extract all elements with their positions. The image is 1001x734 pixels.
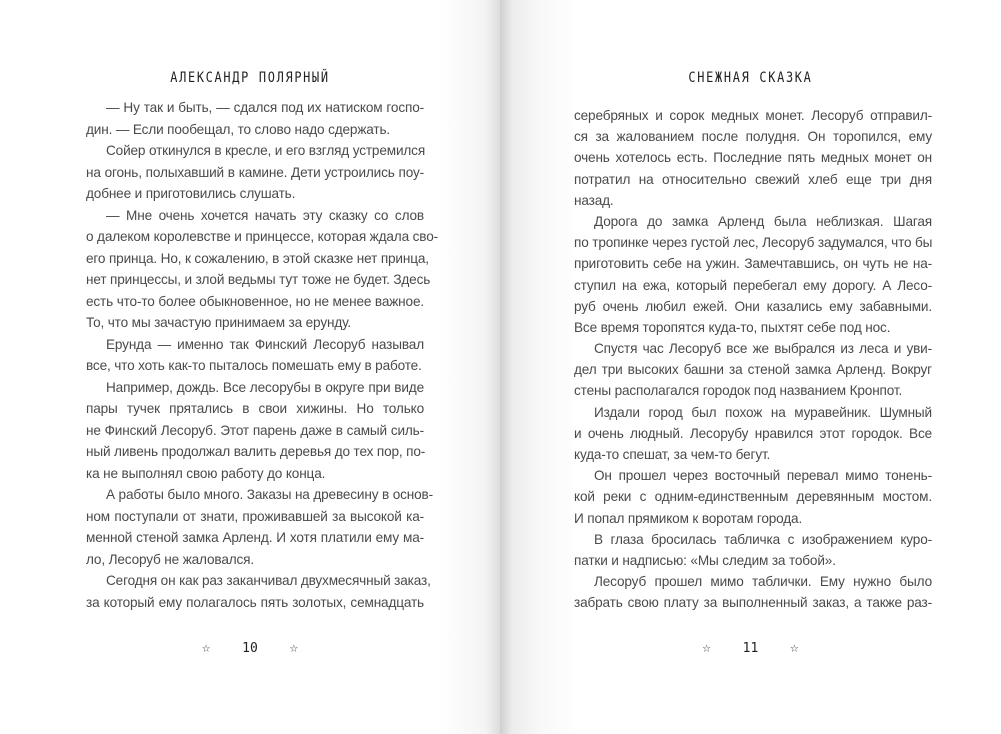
text-line: все, что хоть как-то пыталось помешать ему в работе. <box>86 358 422 373</box>
text-line: Издали город был похож на муравейник. Шумный <box>594 404 932 420</box>
text-line: пары тучек прятались в свои хижины. Но только <box>86 401 424 416</box>
page-number-footer <box>0 640 500 656</box>
left-page <box>0 0 500 734</box>
text-line: ном поступали от знати, проживавшей за высокой ка- <box>86 508 424 524</box>
text-line: ка не выполнял свою работу до конца. <box>86 465 326 481</box>
text-line: И попал прямиком к воротам города. <box>574 510 803 526</box>
text-line: Спустя час Лесоруб все же выбрался из леса и уви- <box>594 341 932 357</box>
text-line: Все время торопятся куда-то, пыхтят себе под нос. <box>574 319 891 335</box>
text-line: патки и надписью: «Мы следим за тобой». <box>574 552 836 568</box>
running-header-author: АЛЕКСАНДР ПОЛЯРНЫЙ <box>170 70 330 86</box>
page-number-footer <box>500 640 1001 656</box>
text-line: Сегодня он как раз заканчивал двухмесячный заказ, <box>106 573 431 588</box>
star-ornament-icon: ☆ <box>790 640 799 656</box>
text-line: есть что-то более обыкновенное, но не менее важное. <box>86 293 424 309</box>
text-line: добнее и приготовились слушать. <box>86 186 296 201</box>
text-line: А работы было много. Заказы на древесину в основ- <box>106 487 433 502</box>
star-ornament-icon: ☆ <box>201 640 211 656</box>
text-line: ступил на ежа, который перебегал ему дорогу. А Лесо- <box>574 277 932 293</box>
text-line: о далеком королевстве и принцессе, которая ждала сво- <box>86 229 438 244</box>
text-line: нет принцессы, и злой ведьмы тут тоже не будет. Здесь <box>86 272 431 287</box>
text-line: назад. <box>574 192 614 208</box>
text-line: за который ему полагалось пять золотых, семнадцать <box>86 594 424 610</box>
text-line: Он прошел через восточный перевал мимо тонень- <box>594 468 932 484</box>
text-line: Дорога до замка Арленд была неблизкая. Шагая <box>594 213 932 229</box>
text-line: кой реки с одним-единственным деревянным мостом. <box>574 489 932 505</box>
page-number: 10 <box>242 641 258 656</box>
star-ornament-icon: ☆ <box>289 640 299 656</box>
text-line: и очень людный. Лесорубу нравился этот городок. Все <box>574 425 932 441</box>
text-line: Например, дождь. Все лесорубы в округе при виде <box>106 379 424 395</box>
text-line: ся за жалованием после полудня. Он торопился, ему <box>574 129 932 145</box>
text-line: приготовить себе на ужин. Замечтавшись, он чуть не на- <box>574 256 932 272</box>
text-line: стены располагался городок под названием Кронпот. <box>574 383 903 399</box>
text-line: — Ну так и быть, — сдался под их натиском госпо- <box>106 100 424 115</box>
running-header-title: СНЕЖНАЯ СКАЗКА <box>688 70 813 86</box>
text-line: То, что мы зачастую принимаем за ерунду. <box>86 315 352 330</box>
text-line: Лесоруб прошел мимо таблички. Ему нужно было <box>594 574 932 590</box>
text-line: Ерунда — именно так Финский Лесоруб называл <box>106 336 424 352</box>
text-line: забрать свою плату за выполненный заказ, а также раз- <box>574 595 932 611</box>
text-line: В глаза бросилась табличка с изображением куро- <box>594 531 932 547</box>
text-line: дел три высоких башни за стеной замка Арленд. Вокруг <box>574 362 932 378</box>
text-line: по тропинке через густой лес, Лесоруб задумался, что бы <box>574 235 933 251</box>
text-line: ный ливень продолжал валить деревья до тех пор, по- <box>86 444 426 459</box>
text-line: очень хотелось есть. Последние пять медных монет он <box>574 150 932 166</box>
right-page <box>500 0 1001 734</box>
text-line: ло, Лесоруб не жаловался. <box>86 551 254 567</box>
text-line: потратил на относительно свежий хлеб еще три дня <box>574 171 932 187</box>
text-line: Сойер откинулся в кресле, и его взгляд устремился <box>106 143 426 158</box>
text-line: руб очень любил ежей. Они казались ему забавными. <box>574 298 932 314</box>
right-page-text <box>574 105 932 614</box>
page-number: 11 <box>742 641 759 656</box>
left-page-text <box>86 97 438 613</box>
text-line: менной стеной замка Арленд. И хотя платили ему ма- <box>86 530 424 545</box>
text-line: — Мне очень хочется начать эту сказку со слов <box>106 207 424 223</box>
text-line: не Финский Лесоруб. Этот парень даже в самый силь- <box>86 422 424 438</box>
text-line: дин. — Если пообещал, то слово надо сдержать. <box>86 121 391 137</box>
text-line: его принца. Но, к сожалению, в этой сказке нет принца, <box>86 250 429 266</box>
text-line: серебряных и сорок медных монет. Лесоруб отправил- <box>574 108 932 123</box>
text-line: куда-то спешат, за чем-то бегут. <box>574 447 771 462</box>
star-ornament-icon: ☆ <box>702 640 711 656</box>
text-line: на огонь, полыхавший в камине. Дети устроились поу- <box>86 164 424 180</box>
